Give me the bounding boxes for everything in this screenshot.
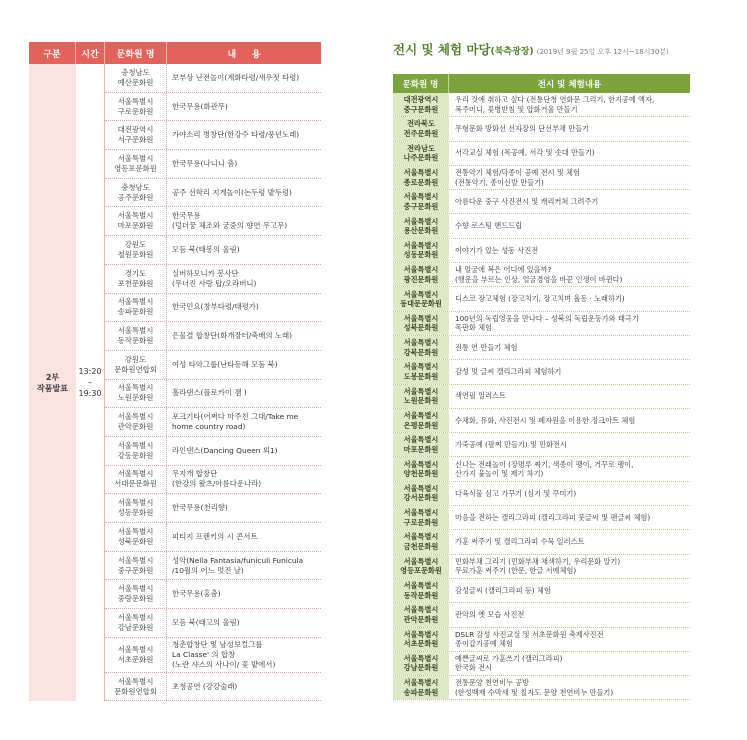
- table-row: [393, 263, 690, 287]
- row-org: 서울특별시 마포문화원: [105, 207, 167, 235]
- exhibition-title: [393, 40, 690, 60]
- row-org: 전라남도 나주문화원: [393, 142, 449, 165]
- row-org: 충청남도 공주문화원: [105, 179, 167, 207]
- row-content: 민화부채 그리기 (민화부채 채색하기, 우리문화 알기) 무료가훈 써주기 (한문, 한글 서예체험): [455, 556, 621, 576]
- performance-rows: [105, 64, 321, 701]
- row-content: 한국무용(화관무): [172, 101, 228, 111]
- table-row: [393, 457, 690, 481]
- table-row: [393, 652, 690, 676]
- row-content: 보부상 난전놀이(계화타령/새우젓 타령): [172, 72, 300, 82]
- table-row: [105, 673, 321, 702]
- table-row: [105, 265, 321, 294]
- row-content: 한국무용(나니니 춤): [172, 158, 238, 168]
- row-org: 서울특별시 강남문화원: [105, 609, 167, 637]
- row-content: 한국민요(창부타령/태평가): [172, 302, 259, 312]
- row-org: 서울특별시 강동문화원: [105, 437, 167, 465]
- row-org: 서울특별시 영등포문화원: [105, 150, 167, 178]
- row-content: 모듬 북(태고의 울림): [172, 617, 240, 627]
- row-org: 경기도 포천문화원: [105, 265, 167, 293]
- performance-table: [29, 42, 321, 701]
- row-org: 서울특별시 금천문화원: [393, 530, 449, 553]
- row-org: 서울특별시 구로문화원: [105, 93, 167, 121]
- table-row: [105, 64, 321, 93]
- table-row: [393, 579, 690, 603]
- title-main: 전시 및 체험 마당: [393, 42, 491, 57]
- performance-table-header: [29, 42, 321, 64]
- row-org: 서울특별시 강북문화원: [393, 336, 449, 359]
- time-start: 13:20: [78, 367, 102, 377]
- table-row: [105, 351, 321, 380]
- row-org: 대전광역시 서구문화원: [105, 121, 167, 149]
- table-row: [393, 433, 690, 457]
- row-content: 한국무용(홍춤): [172, 589, 221, 599]
- exhibition-table-header: [393, 74, 690, 93]
- table-row: [105, 380, 321, 409]
- header-category: 구분: [29, 42, 76, 64]
- header-time: 시간: [76, 42, 105, 64]
- row-content: 색연필 일러스트: [455, 391, 506, 401]
- row-content: 성악(Nella Fantasia/funiculi Funicula /10월의 어느 멋진 날): [172, 555, 304, 575]
- table-row: [393, 287, 690, 311]
- row-content: 은물결 합창단(화개장터/축배의 노래): [172, 331, 293, 341]
- row-content: 한국무용 (덩더꿍 체조와 궁중의 향연 무고무): [172, 211, 288, 231]
- row-content: 신나는 전래놀이 (장명루 짜기, 색종이 팽이, 거꾸로 팽이, 산가지 윷놀이 및 제기 차기): [455, 459, 634, 479]
- exhibition-section: [393, 40, 690, 700]
- table-row: [105, 437, 321, 466]
- table-row: [393, 628, 690, 652]
- row-content: DSLR 감성 사진교실 및 서초문화원 축제사진전 종이갑기공예 체험: [455, 629, 604, 649]
- row-org: 서울특별시 강남문화원: [393, 652, 449, 675]
- row-org: 서울특별시 영등포문화원: [393, 555, 449, 578]
- row-org: 전라북도 전주문화원: [393, 117, 449, 140]
- row-content: 이야기가 있는 성동 사진전: [455, 245, 539, 255]
- table-row: [105, 552, 321, 581]
- row-org: 서울특별시 양천문화원: [393, 457, 449, 480]
- header-org: 문화원 명: [105, 42, 167, 64]
- row-content: 훌라댄스(플로카이 잼 ): [172, 388, 247, 398]
- table-row: [393, 360, 690, 384]
- row-content: 100년의 독립영웅을 만나다 – 성북의 독립운동가와 태극기 목판화 체험: [455, 313, 639, 333]
- row-content: 아름다운 중구 사진전시 및 캐리커쳐 그려주기: [455, 197, 599, 207]
- table-row: [393, 117, 690, 141]
- row-content: 예쁜글씨로 가훈쓰기 (캘리그라피) 한국화 전시: [455, 653, 563, 673]
- row-content: 전통악기 체험/닥종이 공예 전시 및 체험 (전통악기, 종이신발 만들기): [455, 168, 580, 187]
- row-content: 수채화, 유화, 사진전시 및 폐자원을 이용한 정크아트 체험: [455, 415, 636, 425]
- row-org: 서울특별시 구로문화원: [393, 506, 449, 529]
- table-row: [393, 530, 690, 554]
- row-org: 서울특별시 종로문화원: [393, 166, 449, 189]
- row-content: 포크기타(어쩌다 마주친 그대/Take me home country road): [172, 412, 299, 432]
- row-org: 서울특별시 동작문화원: [105, 322, 167, 350]
- table-row: [105, 580, 321, 609]
- table-row: [393, 239, 690, 263]
- row-org: 서울특별시 마포문화원: [393, 433, 449, 456]
- row-content: 실버하모니카 봉사단 (무너진 사랑 탑/오라버니): [172, 268, 257, 288]
- row-org: 서울특별시 관악문화원: [393, 603, 449, 626]
- row-content: 가훈 써주기 및 캘리그라피 수묵 일러스트: [455, 537, 585, 547]
- row-content: 가야소리 병창단(한강수 타령/풍년노래): [172, 130, 300, 140]
- row-org: 서울특별시 성동문화원: [393, 239, 449, 262]
- row-content: 서각교실 체험 (목공예, 서각 및 솟대 만들기): [455, 148, 595, 158]
- table-row: [393, 409, 690, 433]
- table-row: [105, 236, 321, 265]
- row-org: 서울특별시 동대문문화원: [393, 287, 449, 310]
- row-org: 충청남도 예산문화원: [105, 64, 167, 92]
- header-org: 문화원 명: [393, 74, 449, 93]
- row-content: 마음을 전하는 캘리그라피 (캘리그라피 붓글씨 및 펜글씨 체험): [455, 512, 651, 522]
- row-org: 서울특별시 송파문화원: [393, 676, 449, 699]
- table-row: [105, 638, 321, 673]
- table-row: [105, 322, 321, 351]
- row-content: 한국무용(천리향): [172, 503, 228, 513]
- time-range: [76, 64, 105, 701]
- table-row: [105, 121, 321, 150]
- table-row: [105, 294, 321, 323]
- row-org: 대전광역시 중구문화원: [393, 93, 449, 116]
- row-org: 서울특별시 서대문문화원: [105, 466, 167, 494]
- row-content: 다육식물 심고 가꾸기 (심기 및 꾸미기): [455, 488, 577, 498]
- row-content: 모듬 북(태봉의 울림): [172, 244, 240, 254]
- table-row: [105, 466, 321, 495]
- section-label: 2부 작품발표: [29, 64, 76, 701]
- row-org: 서울특별시 성북문화원: [393, 312, 449, 335]
- row-org: 서울특별시 용산문화원: [393, 214, 449, 237]
- row-content: 우리 것에 취하고 싶다 (전통단청 연화문 그리기, 한지공예 액자, 복주머니, 꽃병받침 및 압화거울 만들기: [455, 95, 655, 114]
- table-row: [393, 555, 690, 579]
- table-row: [105, 408, 321, 437]
- row-content: 수향 로스팅 핸드드립: [455, 221, 523, 231]
- row-content: 여성 타악그룹(난타동해 모둠 북): [172, 359, 278, 369]
- table-row: [393, 482, 690, 506]
- title-date: (2019년 9월 25일 오후 12시~18시30분): [536, 48, 669, 56]
- header-content: 전시 및 체험내용: [537, 79, 602, 90]
- row-org: 서울특별시 노원문화원: [105, 380, 167, 408]
- row-content: 전통 연 만들기 체험: [455, 342, 518, 352]
- row-content: 내 얼굴에 복은 어디에 있을까? (행운을 부르는 인상, 얼굴경영을 바꾼 인생이 바뀐다): [455, 265, 623, 284]
- row-content: 디스코 장고체험 (장고치기, 장고치며 율동 · 노래하기): [455, 294, 625, 304]
- row-org: 강원도 철원문화원: [105, 236, 167, 264]
- table-row: [105, 523, 321, 552]
- row-content: 라인댄스(Dancing Queen 외1): [172, 445, 278, 455]
- row-org: 서울특별시 성동문화원: [105, 494, 167, 522]
- table-row: [105, 93, 321, 122]
- table-row: [393, 385, 690, 409]
- table-row: [393, 336, 690, 360]
- time-end: 19:30: [78, 389, 102, 399]
- row-content: 전통문양 천연비누 공방 (한성백제 수막새 및 칠지도 문양 천연비누 만들기): [455, 678, 614, 697]
- row-content: 감성글씨 (캘리그라피 등) 체험: [455, 585, 551, 595]
- table-row: [393, 214, 690, 238]
- table-row: [393, 312, 690, 336]
- table-row: [393, 166, 690, 190]
- row-org: 서울특별시 송파문화원: [105, 294, 167, 322]
- table-row: [393, 190, 690, 214]
- header-content: 내 용: [227, 49, 261, 60]
- row-org: 서울특별시 중구문화원: [393, 190, 449, 213]
- table-row: [105, 150, 321, 179]
- row-org: 서울특별시 문화원연합회: [105, 673, 167, 701]
- table-row: [393, 142, 690, 166]
- row-content: 공주 선학리 지게놀이(논두렁 밭두렁): [172, 187, 292, 197]
- row-content: 무지개 합창단 (한강의 왈츠/아름다운나라): [172, 469, 262, 489]
- row-org: 서울특별시 동작문화원: [393, 579, 449, 602]
- row-content: 청춘합창단 및 남성보컬그룹 La Classe' 의 합창 (노란 샤스의 사나이/ 꽃 밭에서): [172, 639, 276, 669]
- row-org: 강원도 문화원연합회: [105, 351, 167, 379]
- row-org: 서울특별시 성북문화원: [105, 523, 167, 551]
- row-org: 서울특별시 서초문화원: [393, 628, 449, 651]
- title-sub: (북측광장): [490, 47, 534, 57]
- row-org: 서울특별시 관악문화원: [105, 408, 167, 436]
- row-org: 서울특별시 중구문화원: [105, 552, 167, 580]
- table-row: [105, 494, 321, 523]
- table-row: [105, 609, 321, 638]
- row-content: 감성 멋 글씨 캘리그라피 체험하기: [455, 367, 562, 377]
- table-row: [393, 603, 690, 627]
- table-row: [105, 207, 321, 236]
- exhibition-rows: [393, 93, 690, 700]
- row-org: 서울특별시 도봉문화원: [393, 360, 449, 383]
- table-row: [105, 179, 321, 208]
- table-row: [393, 93, 690, 117]
- row-org: 서울특별시 강서문화원: [393, 482, 449, 505]
- table-row: [393, 676, 690, 700]
- row-content: 초청공연 (강강술래): [172, 681, 238, 691]
- row-org: 서울특별시 중랑문화원: [105, 580, 167, 608]
- row-content: 피티지 프렌키의 시 콘서트: [172, 531, 258, 541]
- row-org: 서울특별시 노원문화원: [393, 385, 449, 408]
- row-org: 서울특별시 광진문화원: [393, 263, 449, 286]
- row-org: 서울특별시 은평문화원: [393, 409, 449, 432]
- row-content: 무형문화 방화선 선자장의 단선부채 만들기: [455, 124, 590, 134]
- row-content: 관악의 옛 모습 사진전: [455, 610, 525, 620]
- time-sep: –: [88, 378, 92, 388]
- row-org: 서울특별시 서초문화원: [105, 638, 167, 672]
- row-content: 가죽공예 (팔찌 만들기) 및 민화전시: [455, 440, 567, 450]
- table-row: [393, 506, 690, 530]
